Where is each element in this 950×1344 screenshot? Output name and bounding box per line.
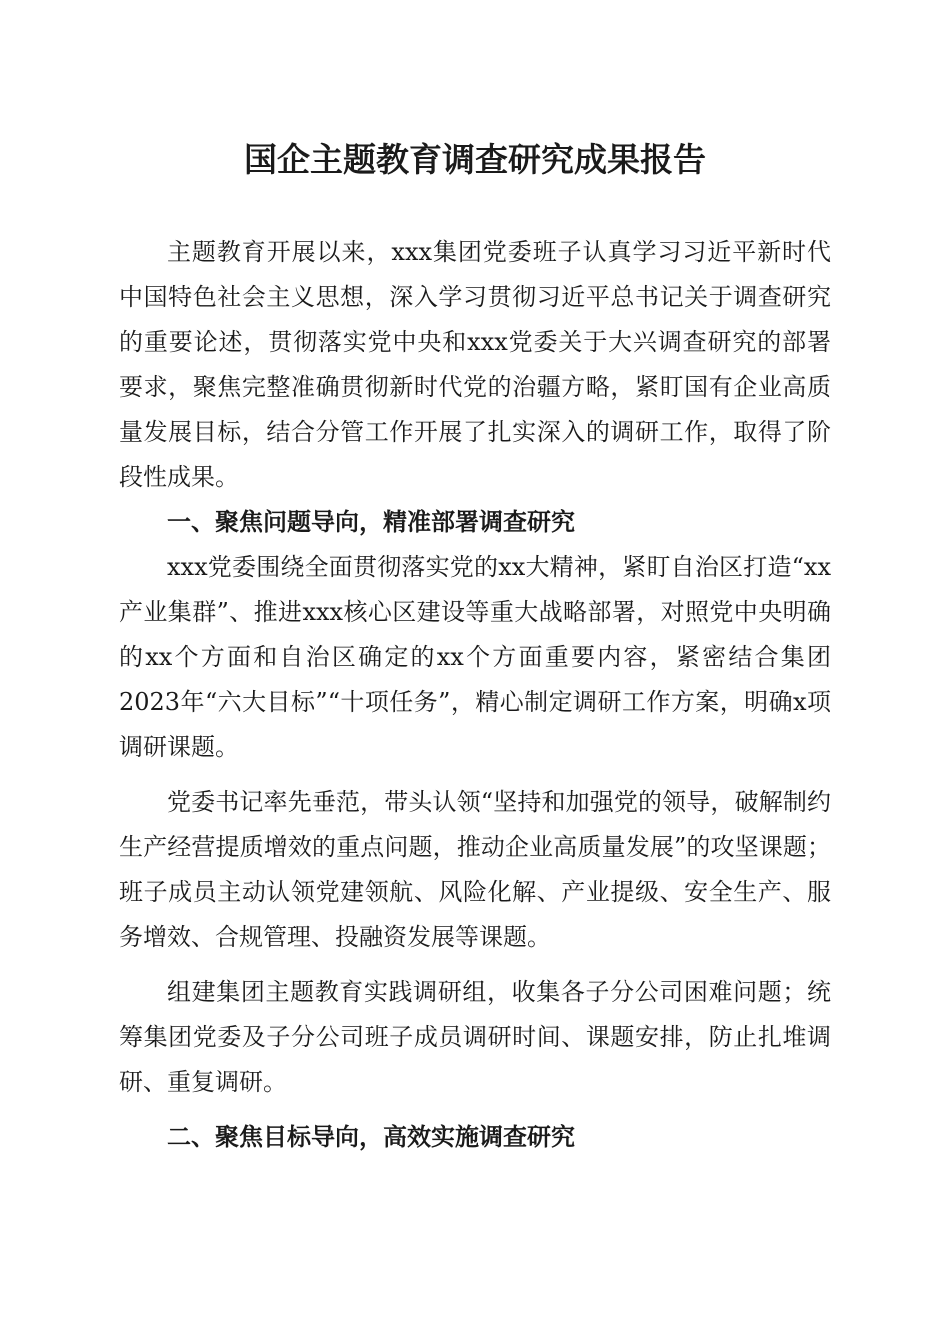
section-heading-1: 一、聚焦问题导向，精准部署调查研究 — [167, 508, 575, 536]
document-body — [119, 230, 831, 1160]
paragraph-section1-b: 党委书记率先垂范，带头认领“坚持和加强党的领导，破解制约生产经营提质增效的重点问题，推动企业高质量发展”的攻坚课题；班子成员主动认领党建领航、风险化解、产业提级、安全生产、服务增效、合规管理、投融资发展等课题。 — [119, 788, 831, 951]
paragraph-section1-a: xxx党委围绕全面贯彻落实党的xx大精神，紧盯自治区打造“xx产业集群”、推进xxx核心区建设等重大战略部署，对照党中央明确的xx个方面和自治区确定的xx个方面重要内容，紧密结合集团2023年“六大目标”“十项任务”，精心制定调研工作方案，明确x项调研课题。 — [119, 553, 831, 761]
paragraph-gap — [119, 1105, 831, 1115]
document-title: 国企主题教育调查研究成果报告 — [244, 140, 706, 179]
paragraph-intro: 主题教育开展以来，xxx集团党委班子认真学习习近平新时代中国特色社会主义思想，深入学习贯彻习近平总书记关于调查研究的重要论述，贯彻落实党中央和xxx党委关于大兴调查研究的部署要求，聚焦完整准确贯彻新时代党的治疆方略，紧盯国有企业高质量发展目标，结合分管工作开展了扎实深入的调研工作，取得了阶段性成果。 — [119, 238, 831, 491]
section-heading-2: 二、聚焦目标导向，高效实施调查研究 — [167, 1123, 575, 1151]
paragraph-gap — [119, 770, 831, 780]
paragraph-gap — [119, 960, 831, 970]
paragraph-section1-c: 组建集团主题教育实践调研组，收集各子分公司困难问题；统筹集团党委及子分公司班子成员调研时间、课题安排，防止扎堆调研、重复调研。 — [119, 978, 831, 1096]
